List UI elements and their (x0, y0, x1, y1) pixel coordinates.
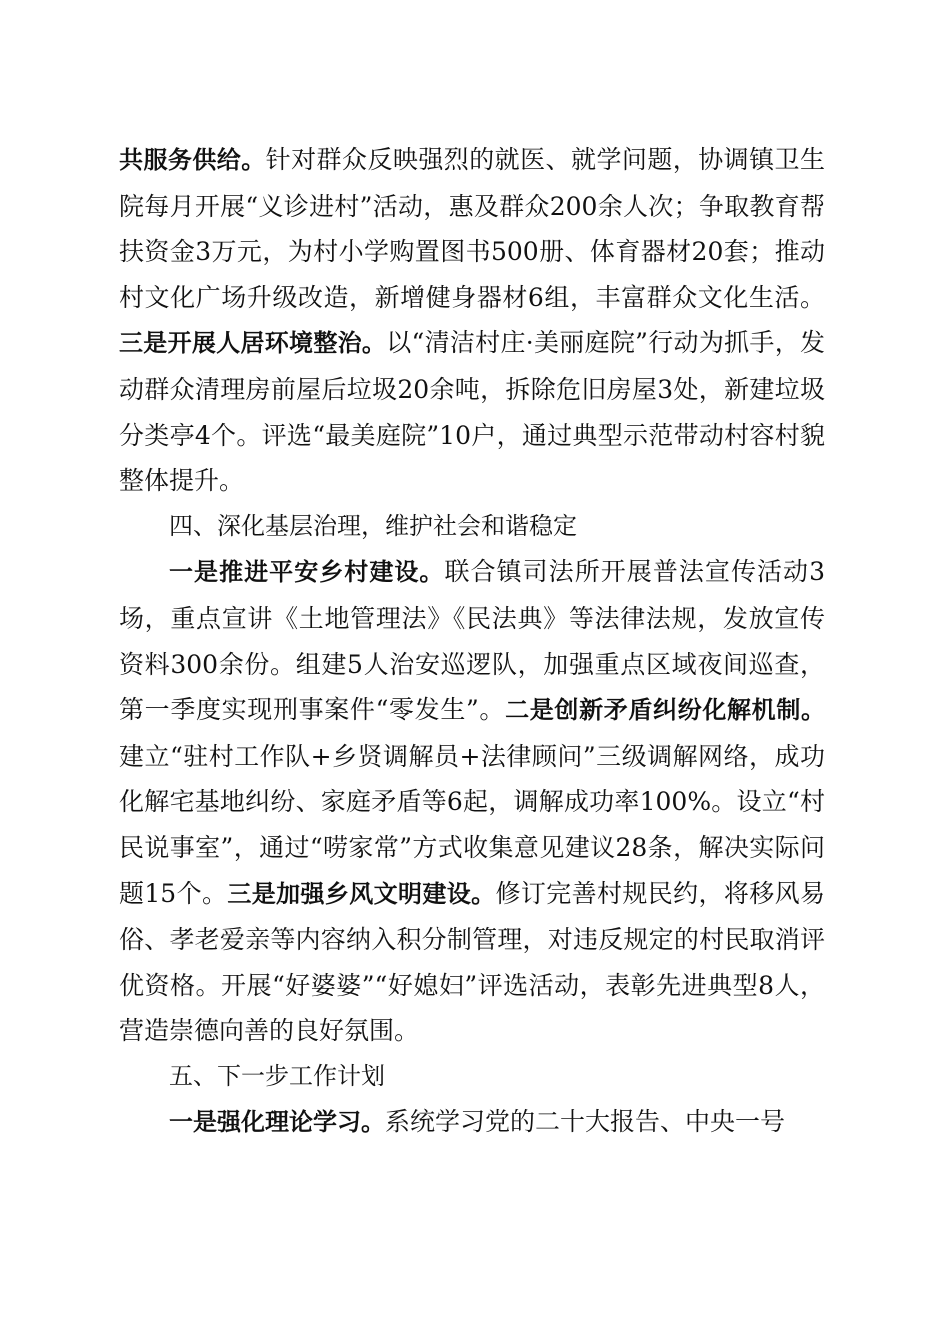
body-text: 建立“驻村工作队+乡贤调解员+法律顾问”三级调解网络，成功化解宅基地纠纷、家庭矛盾等6起，调解成功率100%。设立“村民说事室”，通过“唠家常”方式收集意见建议28条，解决实际问题15个。 (119, 741, 825, 908)
document-body (119, 137, 825, 1146)
body-text: 系统学习党的二十大报告、中央一号 (385, 1107, 786, 1137)
body-text: 以“清洁村庄·美丽庭院”行动为抓手，发动群众清理房前屋后垃圾20余吨，拆除危旧房屋3处，新建垃圾分类亭4个。评选“最美庭院”10户，通过典型示范带动村容村貌整体提升。 (119, 328, 825, 496)
body-text: 针对群众反映强烈的就医、就学问题，协调镇卫生院每月开展“义诊进村”活动，惠及群众200余人次；争取教育帮扶资金3万元，为村小学购置图书500册、体育器材20套；推动村文化广场升级改造，新增健身器材6组，丰富群众文化生活。 (119, 145, 825, 312)
bold-lead-phrase: 二是创新矛盾纠纷化解机制。 (505, 696, 825, 725)
paragraph-next-steps (119, 1099, 825, 1146)
paragraph-public-services (119, 137, 825, 504)
bold-lead-phrase: 三是开展人居环境整治。 (119, 329, 387, 358)
heading-text: 五、下一步工作计划 (169, 1061, 385, 1090)
bold-lead-phrase: 一是强化理论学习。 (169, 1108, 385, 1137)
bold-lead-phrase: 共服务供给。 (119, 146, 266, 174)
section-heading-4 (119, 504, 825, 550)
bold-lead-phrase: 三是加强乡风文明建设。 (227, 879, 496, 908)
paragraph-grassroots-governance (119, 549, 825, 1054)
heading-text: 四、深化基层治理，维护社会和谐稳定 (169, 511, 577, 540)
bold-lead-phrase: 一是推进平安乡村建设。 (169, 558, 445, 587)
body-text: 修订完善村规民约，将移风易俗、孝老爱亲等内容纳入积分制管理，对违反规定的村民取消评优资格。开展“好婆婆”“好媳妇”评选活动，表彰先进典型8人，营造崇德向善的良好氛围。 (119, 878, 826, 1046)
section-heading-5 (119, 1054, 825, 1100)
body-text: 联合镇司法所开展普法宣传活动3场，重点宣讲《土地管理法》《民法典》等法律法规，发放宣传资料300余份。组建5人治安巡逻队，加强重点区域夜间巡查，第一季度实现刑事案件“零发生”。 (119, 557, 825, 725)
